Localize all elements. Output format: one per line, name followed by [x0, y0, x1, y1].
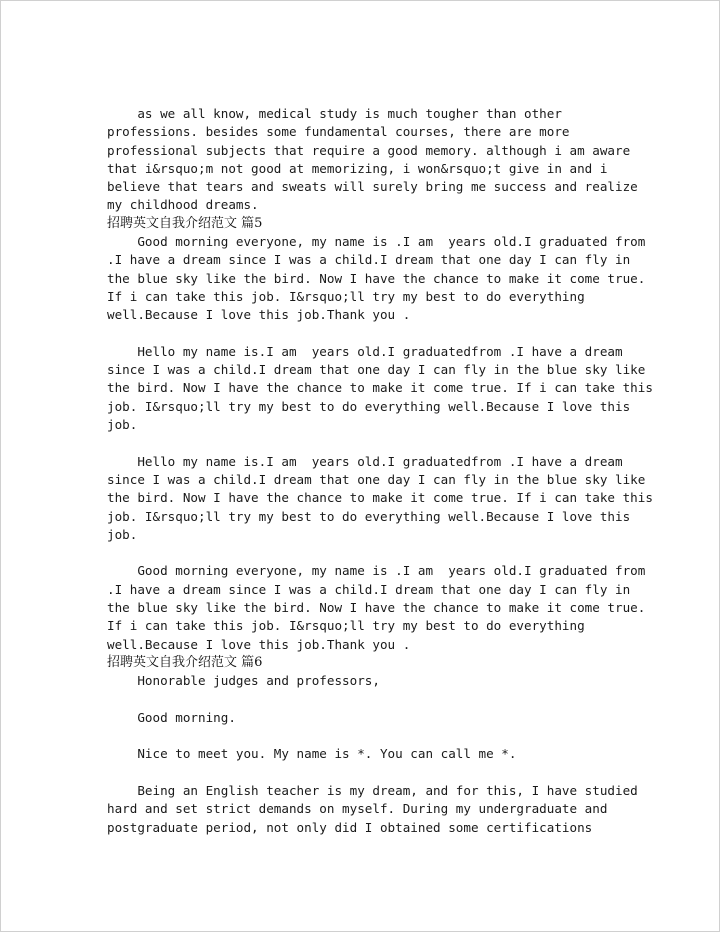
text-line: professions. besides some fundamental courses, there are more: [107, 124, 570, 140]
paragraph-medical-study: [107, 105, 638, 215]
blank-line: [107, 727, 627, 745]
blank-line: [107, 764, 627, 782]
text-line: well.Because I love this job.Thank you .: [107, 636, 411, 652]
blank-line: [107, 434, 627, 452]
paragraph-good-morning-1: [107, 233, 646, 324]
text-line: that i&rsquo;m not good at memorizing, i won&rsquo;t give in and i: [107, 160, 608, 176]
text-line: professional subjects that require a good memory. although i am aware: [107, 142, 631, 158]
text-line: postgraduate period, not only did I obtained some certifications: [107, 819, 593, 835]
text-line: as we all know, medical study is much tougher than other: [107, 106, 562, 121]
section-heading-6: 招聘英文自我介绍范文 篇6: [107, 654, 263, 670]
text-line: Being an English teacher is my dream, and for this, I have studied: [107, 782, 638, 798]
text-line: job.: [107, 417, 138, 433]
text-line: the blue sky like the bird. Now I have the chance to make it come true.: [107, 600, 646, 616]
paragraph-hello-2: [107, 453, 653, 544]
text-line: since I was a child.I dream that one day I can fly in the blue sky like: [107, 362, 646, 378]
section-heading-5: 招聘英文自我介绍范文 篇5: [107, 215, 263, 231]
paragraph-teacher-dream: [107, 782, 638, 837]
text-line: .I have a dream since I was a child.I dream that one day I can fly in: [107, 581, 631, 597]
text-line: Hello my name is.I am years old.I graduatedfrom .I have a dream: [107, 453, 623, 469]
text-line: well.Because I love this job.Thank you .: [107, 307, 411, 323]
text-line: my childhood dreams.: [107, 197, 259, 213]
document-body: [107, 105, 653, 837]
text-line: Good morning everyone, my name is .I am years old.I graduated from: [107, 563, 646, 579]
blank-line: [107, 544, 627, 562]
text-line: job.: [107, 526, 138, 542]
paragraph-good-morning-2: [107, 562, 646, 653]
blank-line: [107, 325, 627, 343]
text-line: If i can take this job. I&rsquo;ll try my best to do everything: [107, 288, 585, 304]
text-line: Hello my name is.I am years old.I graduatedfrom .I have a dream: [107, 343, 623, 359]
text-line: job. I&rsquo;ll try my best to do everything well.Because I love this: [107, 398, 631, 414]
text-line: If i can take this job. I&rsquo;ll try my best to do everything: [107, 618, 585, 634]
text-line: the bird. Now I have the chance to make it come true. If i can take this: [107, 490, 653, 506]
paragraph-salutation: [107, 672, 627, 690]
text-line: Good morning.: [107, 709, 236, 725]
text-line: Good morning everyone, my name is .I am years old.I graduated from: [107, 234, 646, 250]
text-line: job. I&rsquo;ll try my best to do everything well.Because I love this: [107, 508, 631, 524]
text-line: Honorable judges and professors,: [107, 673, 380, 689]
text-line: hard and set strict demands on myself. During my undergraduate and: [107, 801, 608, 817]
text-line: believe that tears and sweats will surely bring me success and realize: [107, 179, 638, 195]
text-line: the bird. Now I have the chance to make it come true. If i can take this: [107, 380, 653, 396]
paragraph-introduction: [107, 745, 627, 763]
blank-line: [107, 691, 627, 709]
text-line: Nice to meet you. My name is *. You can call me *.: [107, 746, 517, 762]
text-line: the blue sky like the bird. Now I have the chance to make it come true.: [107, 270, 646, 286]
paragraph-hello-1: [107, 343, 653, 434]
paragraph-greeting: [107, 709, 627, 727]
text-line: since I was a child.I dream that one day I can fly in the blue sky like: [107, 471, 646, 487]
text-line: .I have a dream since I was a child.I dream that one day I can fly in: [107, 252, 631, 268]
